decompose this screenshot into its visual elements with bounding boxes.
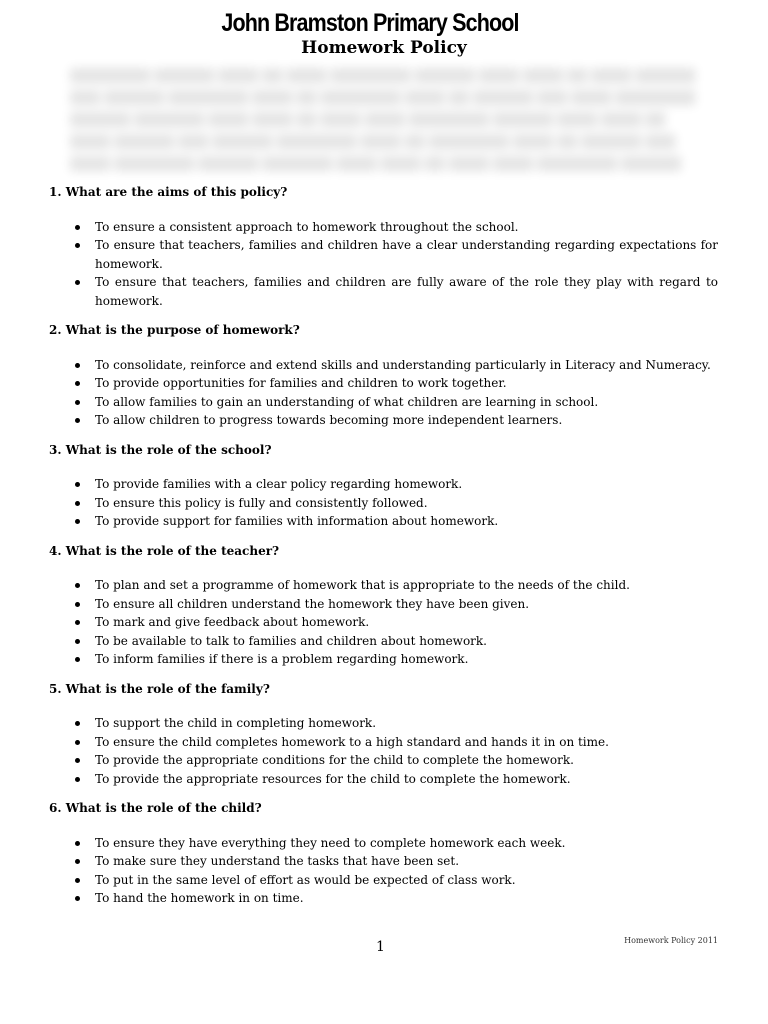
list-item: To ensure that teachers, families and children have a clear understanding regarding expectations for homework. — [49, 236, 718, 273]
document-title: Homework Policy — [301, 38, 467, 58]
list-item: To hand the homework in on time. — [49, 889, 718, 908]
list-item: To ensure that teachers, families and children are fully aware of the role they play with regard to homework. — [49, 273, 718, 310]
list-item: To ensure this policy is fully and consistently followed. — [49, 494, 718, 513]
bullet-list — [49, 218, 718, 311]
list-item: To provide the appropriate conditions for the child to complete the homework. — [49, 751, 718, 770]
list-item: To make sure they understand the tasks that have been set. — [49, 852, 718, 871]
list-item: To provide the appropriate resources for the child to complete the homework. — [49, 770, 718, 789]
footer-note: Homework Policy 2011 — [624, 936, 718, 945]
bullet-list — [49, 576, 718, 669]
bullet-list — [49, 834, 718, 908]
school-name: John Bramston Primary School — [221, 9, 519, 37]
list-item: To consolidate, reinforce and extend skills and understanding particularly in Literacy and Numeracy. — [49, 356, 718, 375]
list-item: To provide support for families with information about homework. — [49, 512, 718, 531]
section — [49, 321, 718, 430]
bullet-list — [49, 356, 718, 430]
list-item: To allow families to gain an understanding of what children are learning in school. — [49, 393, 718, 412]
list-item: To support the child in completing homework. — [49, 714, 718, 733]
obscured-introduction: ████████ ██████ ████ ██ ████ ████████ ██████ ████ ████ ██ ████ ██████ ███ ██████ ████████ ████ ██ ████████ ████ ██ ██████ ███ ████ ████████ ██████ ███████ ████ ████ ██ ████ ████ ████████ ██████ ████ ████ ██ ████ ██████ ███ ██████ ████████ ████ ██ ████████ ████ ██ ██████ ███ ████ ████████ ██████ ███████ ████ ████ ██ ████ ████ ████████ ██████ — [70, 69, 696, 172]
list-item: To allow children to progress towards becoming more independent learners. — [49, 411, 718, 430]
bullet-list — [49, 714, 718, 788]
list-item: To ensure all children understand the homework they have been given. — [49, 595, 718, 614]
list-item: To ensure a consistent approach to homework throughout the school. — [49, 218, 718, 237]
list-item: To mark and give feedback about homework. — [49, 613, 718, 632]
list-item: To plan and set a programme of homework that is appropriate to the needs of the child. — [49, 576, 718, 595]
list-item: To provide families with a clear policy regarding homework. — [49, 475, 718, 494]
section — [49, 183, 718, 310]
list-item: To ensure they have everything they need to complete homework each week. — [49, 834, 718, 853]
section — [49, 799, 718, 908]
section — [49, 680, 718, 789]
page-number: 1 — [376, 939, 385, 955]
list-item: To provide opportunities for families and children to work together. — [49, 374, 718, 393]
section — [49, 441, 718, 531]
list-item: To ensure the child completes homework to a high standard and hands it in on time. — [49, 733, 718, 752]
section-heading: 4. What is the role of the teacher? — [49, 543, 280, 558]
list-item: To inform families if there is a problem regarding homework. — [49, 650, 718, 669]
bullet-list — [49, 475, 718, 531]
list-item: To put in the same level of effort as would be expected of class work. — [49, 871, 718, 890]
policy-content — [49, 183, 718, 919]
section-heading: 2. What is the purpose of homework? — [49, 323, 300, 337]
section-heading: 3. What is the role of the school? — [49, 442, 272, 457]
list-item: To be available to talk to families and children about homework. — [49, 632, 718, 651]
section — [49, 542, 718, 669]
section-heading: 1. What are the aims of this policy? — [49, 185, 288, 199]
section-heading: 5. What is the role of the family? — [49, 681, 270, 696]
section-heading: 6. What is the role of the child? — [49, 801, 262, 815]
